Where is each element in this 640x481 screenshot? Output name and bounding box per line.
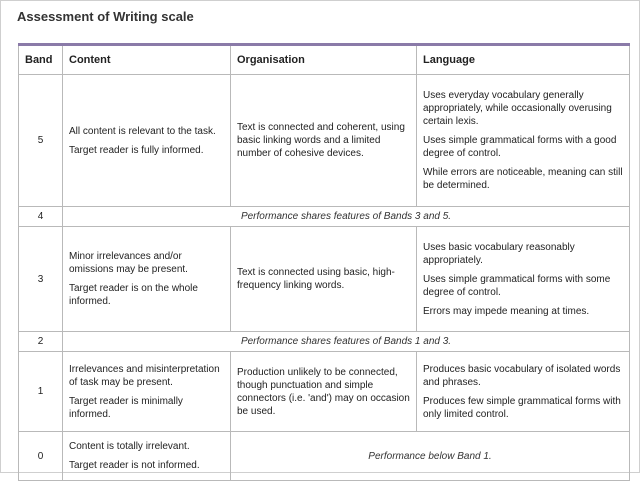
band-number: 4 [19,207,63,227]
organisation-cell: Production unlikely to be connected, though punctuation and simple connectors (i.e. 'and') may on occasion be used. [231,352,417,432]
language-text: Uses basic vocabulary reasonably appropriately. [423,241,575,266]
performance-below-note: Performance below Band 1. [231,432,630,481]
header-row [19,45,630,75]
table-row-band-4 [19,207,630,227]
language-text: While errors are noticeable, meaning can still be determined. [423,167,623,191]
shared-features-note: Performance shares features of Bands 3 and 5. [63,207,630,227]
language-cell [417,75,630,207]
language-text: Uses everyday vocabulary generally appropriately, while occasionally overusing certain lexis. [423,90,612,127]
table-row-band-0 [19,432,630,481]
content-text: Target reader is minimally informed. [69,395,183,420]
content-cell [63,352,231,432]
content-cell [63,432,231,481]
header-language: Language [417,45,630,75]
organisation-cell: Text is connected and coherent, using basic linking words and a limited number of cohesive devices. [231,75,417,207]
table-row-band-1 [19,352,630,432]
content-text: Target reader is not informed. [69,460,200,471]
table-row-band-5 [19,75,630,207]
language-text: Uses simple grammatical forms with some degree of control. [423,273,611,298]
content-text: Irrelevances and misinterpretation of task may be present. [69,363,220,388]
language-cell [417,352,630,432]
writing-scale-table [18,43,630,481]
language-text: Produces basic vocabulary of isolated words and phrases. [423,363,621,388]
page-title: Assessment of Writing scale [17,9,194,24]
content-text: All content is relevant to the task. [69,125,216,137]
content-text: Content is totally irrelevant. [69,441,190,452]
shared-features-note: Performance shares features of Bands 1 and 3. [63,332,630,352]
content-cell [63,75,231,207]
content-text: Minor irrelevances and/or omissions may be present. [69,251,188,275]
header-content: Content [63,45,231,75]
band-number: 3 [19,227,63,332]
language-cell [417,227,630,332]
header-organisation: Organisation [231,45,417,75]
band-number: 5 [19,75,63,207]
band-number: 1 [19,352,63,432]
language-text: Errors may impede meaning at times. [423,305,590,317]
language-text: Produces few simple grammatical forms with only limited control. [423,395,621,420]
table-row-band-2 [19,332,630,352]
header-band: Band [19,45,63,75]
organisation-cell: Text is connected using basic, high-frequency linking words. [231,227,417,332]
band-number: 2 [19,332,63,352]
content-text: Target reader is fully informed. [69,144,204,156]
band-number: 0 [19,432,63,481]
content-cell [63,227,231,332]
content-text: Target reader is on the whole informed. [69,283,198,307]
language-text: Uses simple grammatical forms with a good degree of control. [423,135,617,159]
table-row-band-3 [19,227,630,332]
